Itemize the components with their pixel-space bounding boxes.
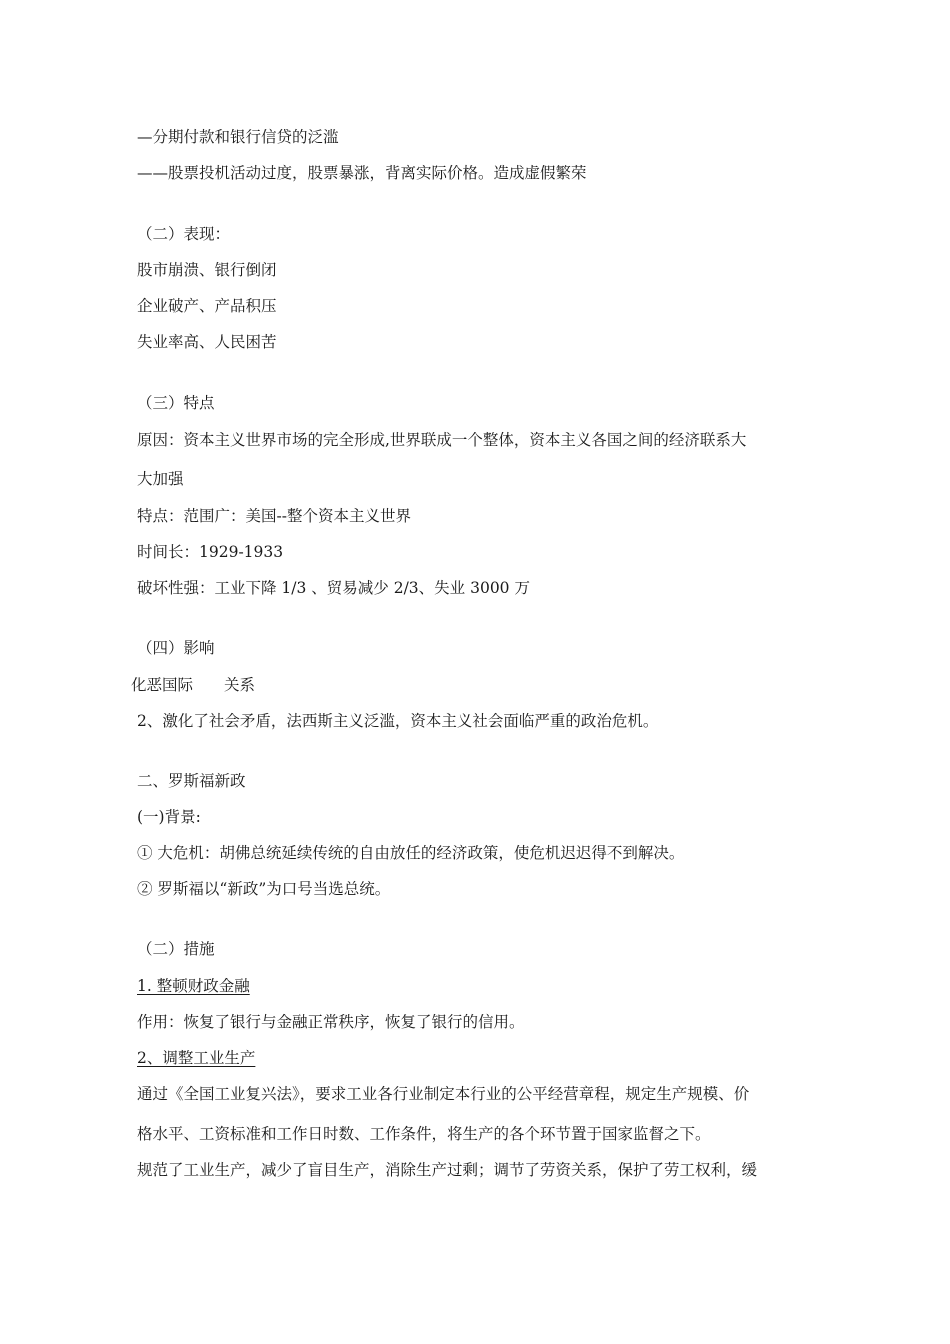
section-heading: （三）特点 (137, 394, 215, 412)
text-line: —分期付款和银行信贷的泛滥 (137, 128, 339, 146)
text-line: 股市崩溃、银行倒闭 (137, 261, 277, 279)
text-line: 大加强 (137, 470, 184, 488)
text-line: 特点：范围广：美国--整个资本主义世界 (137, 507, 411, 525)
text-line: 规范了工业生产，减少了盲目生产，消除生产过剩；调节了劳资关系，保护了劳工权利，缓 (137, 1161, 758, 1179)
section-heading: （二）措施 (137, 940, 215, 958)
section-heading: （四）影响 (137, 639, 215, 657)
text-line: 失业率高、人民困苦 (137, 333, 277, 351)
subsection-heading: (一)背景: (137, 808, 201, 826)
text-line: ① 大危机：胡佛总统延续传统的自由放任的经济政策，使危机迟迟得不到解决。 (137, 844, 685, 862)
text-line: 2、激化了社会矛盾，法西斯主义泛滥，资本主义社会面临严重的政治危机。 (137, 712, 659, 730)
section-heading: 二、罗斯福新政 (137, 772, 246, 790)
text-line: ——股票投机活动过度，股票暴涨，背离实际价格。造成虚假繁荣 (137, 164, 587, 182)
text-line: 破坏性强：工业下降 1/3 、贸易减少 2/3、失业 3000 万 (137, 579, 530, 597)
section-heading: （二）表现： (137, 225, 231, 243)
text-line: 格水平、工资标准和工作日时数、工作条件，将生产的各个环节置于国家监督之下。 (137, 1125, 711, 1143)
measure-heading: 2、调整工业生产 (137, 1049, 256, 1067)
text-line: 原因：资本主义世界市场的完全形成,世界联成一个整体，资本主义各国之间的经济联系大 (137, 431, 747, 449)
text-line: ② 罗斯福以“新政”为口号当选总统。 (137, 880, 391, 898)
text-line: 通过《全国工业复兴法》，要求工业各行业制定本行业的公平经营章程，规定生产规模、价 (137, 1085, 750, 1103)
text-line: 时间长：1929-1933 (137, 543, 284, 561)
text-line: 企业破产、产品积压 (137, 297, 277, 315)
text-line: 作用：恢复了银行与金融正常秩序，恢复了银行的信用。 (137, 1013, 525, 1031)
text-line: 化恶国际 关系 (131, 676, 256, 694)
measure-heading: 1. 整顿财政金融 (137, 977, 250, 995)
